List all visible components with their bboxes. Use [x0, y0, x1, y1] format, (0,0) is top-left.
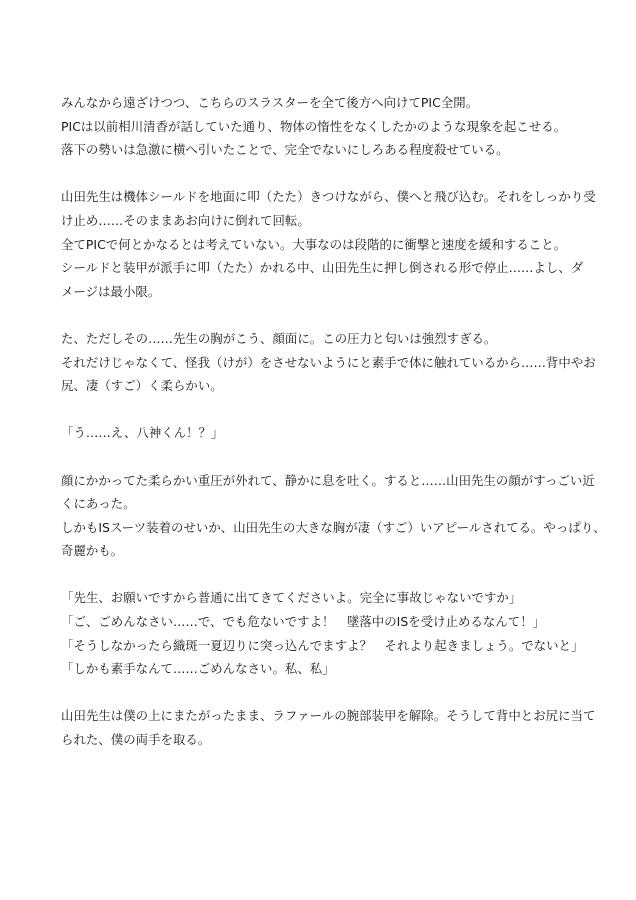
text-line: 尻、凄（すご）く柔らかい。 — [61, 378, 223, 394]
text-line: くにあった。 — [61, 496, 136, 512]
text-line: それだけじゃなくて、怪我（けが）をさせないようにと素手で体に触れているから……背中やお — [61, 354, 596, 370]
text-line: 顔にかかってた柔らかい重圧が外れて、静かに息を吐く。すると……山田先生の顔がすっごい近 — [61, 472, 595, 488]
dialogue-line: 「ご、ごめんなさい……で、でも危ないですよ！ 墜落中のISを受け止めるなんて！」 — [61, 614, 546, 630]
text-line: PICは以前相川清香が話していた通り、物体の惰性をなくしたかのような現象を起こせる。 — [61, 118, 567, 134]
text-body — [61, 91, 606, 752]
text-line: 山田先生は僕の上にまたがったまま、ラファールの腕部装甲を解除。そうして背中とお尻に当て — [61, 708, 596, 724]
text-line: られた、僕の両手を取る。 — [61, 732, 211, 748]
dialogue-line: 「そうしなかったら織斑一夏辺りに突っ込んでますよ？ それより起きましょう。でないと」 — [61, 637, 584, 653]
dialogue-line: 「先生、お願いですから普通に出てきてくださいよ。完全に事故じゃないですか」 — [61, 590, 522, 606]
paragraph-gap — [61, 398, 581, 422]
paragraph-gap — [61, 563, 581, 587]
paragraph-gap — [61, 681, 581, 705]
paragraph-gap — [61, 445, 581, 469]
paragraph-gap — [61, 303, 581, 327]
text-line: 山田先生は機体シールドを地面に叩（たた）きつけながら、僕へと飛び込む。それをしっかり受 — [61, 189, 596, 205]
dialogue-line: 「う……え、八神くん！？」 — [61, 425, 224, 441]
text-line: しかもISスーツ装着のせいか、山田先生の大きな胸が凄（すご）いアピールされてる。やっぱり、 — [61, 519, 606, 535]
text-line: みんなから遠ざけつつ、こちらのスラスターを全て後方へ向けてPIC全開。 — [61, 95, 479, 110]
text-line: 奇麗かも。 — [61, 543, 124, 559]
paragraph-gap — [61, 162, 581, 186]
text-line: 落下の勢いは急激に横へ引いたことで、完全でないにしろある程度殺せている。 — [61, 142, 509, 158]
dialogue-line: 「しかも素手なんて……ごめんなさい。私、私」 — [61, 661, 335, 677]
text-line: シールドと装甲が派手に叩（たた）かれる中、山田先生に押し倒される形で停止……よし、ダ — [61, 260, 584, 276]
text-line: た、ただしその……先生の胸がこう、顔面に。この圧力と匂いは強烈すぎる。 — [61, 330, 497, 346]
text-line: メージは最小限。 — [61, 283, 161, 299]
text-line: け止め……そのままあお向けに倒れて回転。 — [61, 212, 310, 228]
text-line: 全てPICで何とかなるとは考えていない。大事なのは段階的に衝撃と速度を緩和すること。 — [61, 236, 567, 252]
